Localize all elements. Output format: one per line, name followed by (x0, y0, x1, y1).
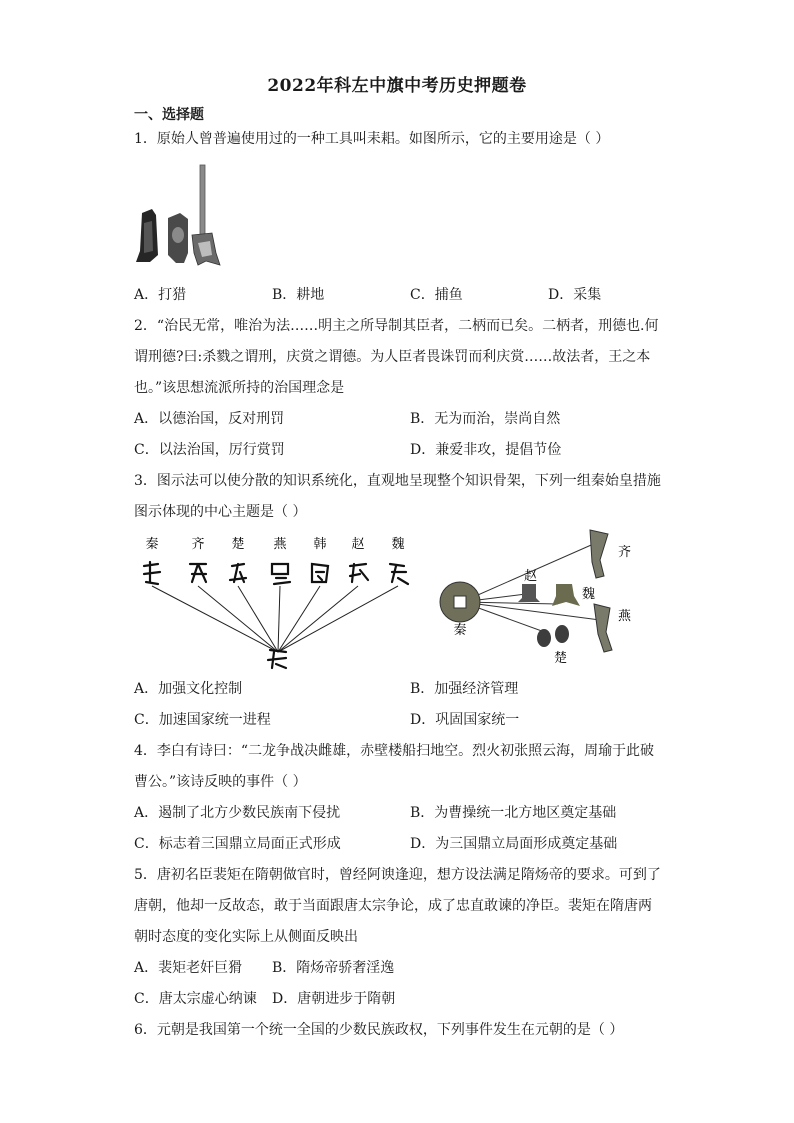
state-name-qin: 秦 (145, 537, 159, 552)
q4-stem-line-1: 4．李白有诗曰：“二龙争战决雌雄，赤壁楼船扫地空。烈火初张照云海，周瑜于此破 (134, 743, 655, 759)
glyph-unified-qin (268, 650, 286, 668)
q2-stem-line-2: 谓刑德?曰:杀戮之谓刑，庆赏之谓德。为人臣者畏诛罚而利庆赏……故法者，王之本 (134, 349, 651, 365)
glyph-yan (272, 564, 290, 584)
q3-option-c[interactable]: C．加速国家统一进程 (134, 712, 271, 728)
tool-blade-middle-hole (172, 227, 184, 243)
q5-stem-line-1: 5．唐初名臣裴矩在隋朝做官时，曾经阿谀逢迎，想方设法满足隋炀帝的要求。可到了 (134, 867, 661, 883)
glyph-qi (190, 564, 206, 582)
yan-knife-coin (594, 604, 612, 652)
glyph-wei (390, 564, 408, 584)
q5-option-d[interactable]: D．唐朝进步于隋朝 (272, 991, 396, 1007)
qi-knife-coin (590, 530, 608, 578)
glyph-chu (230, 564, 246, 582)
q6-stem: 6．元朝是我国第一个统一全国的少数民族政权，下列事件发生在元朝的是（ ） (134, 1022, 624, 1038)
q5-option-b[interactable]: B．隋炀帝骄奢淫逸 (272, 960, 395, 976)
q3-script-unification-diagram (140, 532, 412, 672)
q3-option-b[interactable]: B．加强经济管理 (410, 681, 519, 697)
state-name-chu: 楚 (231, 537, 245, 552)
section-heading: 一、选择题 (134, 107, 204, 123)
q4-option-b[interactable]: B．为曹操统一北方地区奠定基础 (410, 805, 617, 821)
q5-stem-line-3: 朝时态度的变化实际上从侧面反映出 (134, 929, 358, 945)
q4-option-d[interactable]: D．为三国鼎立局面形成奠定基础 (410, 836, 618, 852)
coin-label-zhao: 赵 (524, 569, 538, 584)
q1-option-b[interactable]: B．耕地 (272, 287, 325, 303)
ancient-glyphs (144, 562, 408, 584)
q1-stem: 1．原始人曾普遍使用过的一种工具叫耒耜。如图所示，它的主要用途是（ ） (134, 131, 610, 147)
glyph-qin (144, 562, 160, 584)
q1-option-a[interactable]: A．打猎 (134, 287, 187, 303)
coin-label-qin: 秦 (453, 623, 467, 638)
q1-option-d[interactable]: D．采集 (548, 287, 602, 303)
state-name-zhao: 赵 (351, 537, 365, 552)
chu-ant-nose-coin-1 (537, 629, 551, 647)
q4-stem-line-2: 曹公。”该诗反映的事件（ ） (134, 774, 307, 790)
q2-option-c[interactable]: C．以法治国，厉行赏罚 (134, 442, 285, 458)
q2-stem-line-3: 也。”该思想流派所持的治国理念是 (134, 380, 345, 396)
coin-label-yan: 燕 (618, 609, 632, 624)
q1-option-c[interactable]: C．捕鱼 (410, 287, 463, 303)
q5-stem-line-2: 唐朝，他却一反故态，敢于当面跟唐太宗争论，成了忠直敢谏的净臣。裴矩在隋唐两 (134, 898, 652, 914)
q3-stem-line-1: 3．图示法可以使分散的知识系统化，直观地呈现整个知识骨架，下列一组秦始皇措施 (134, 473, 661, 489)
state-name-qi: 齐 (191, 537, 205, 552)
coin-label-chu: 楚 (554, 651, 568, 666)
chu-ant-nose-coin-2 (555, 625, 569, 643)
state-name-han: 韩 (313, 537, 327, 552)
wei-spade-coin (552, 584, 580, 606)
converging-lines (152, 586, 398, 652)
q3-option-d[interactable]: D．巩固国家统一 (410, 712, 520, 728)
q2-option-d[interactable]: D．兼爱非攻，提倡节俭 (410, 442, 562, 458)
coin-label-qi: 齐 (618, 545, 632, 560)
q4-option-c[interactable]: C．标志着三国鼎立局面正式形成 (134, 836, 341, 852)
q3-option-a[interactable]: A．加强文化控制 (134, 681, 243, 697)
q3-stem-line-2: 图示体现的中心主题是（ ） (134, 504, 307, 520)
coin-label-wei: 魏 (582, 587, 596, 602)
page-title: 2022年科左中旗中考历史押题卷 (267, 76, 527, 96)
tool-handle (200, 165, 205, 235)
tool-blade-left-shade (144, 221, 153, 253)
q2-option-a[interactable]: A．以德治国，反对刑罚 (134, 411, 285, 427)
state-name-wei: 魏 (391, 537, 405, 552)
q4-option-a[interactable]: A．遏制了北方少数民族南下侵扰 (134, 805, 341, 821)
glyph-zhao (350, 564, 368, 582)
q2-option-b[interactable]: B．无为而治，崇尚自然 (410, 411, 561, 427)
q2-stem-line-1: 2．“治民无常，唯治为法……明主之所导制其臣者，二柄而已矣。二柄者，刑德也.何 (134, 318, 659, 334)
coin-square-hole (454, 596, 466, 608)
q3-currency-unification-diagram (432, 524, 654, 670)
state-name-yan: 燕 (273, 537, 287, 552)
q5-option-c[interactable]: C．唐太宗虚心纳谏 (134, 991, 257, 1007)
glyph-han (312, 564, 328, 582)
zhao-spade-coin (518, 584, 540, 602)
q1-leisi-tool-figure (132, 163, 224, 269)
q5-option-a[interactable]: A．裴矩老奸巨猾 (134, 960, 243, 976)
